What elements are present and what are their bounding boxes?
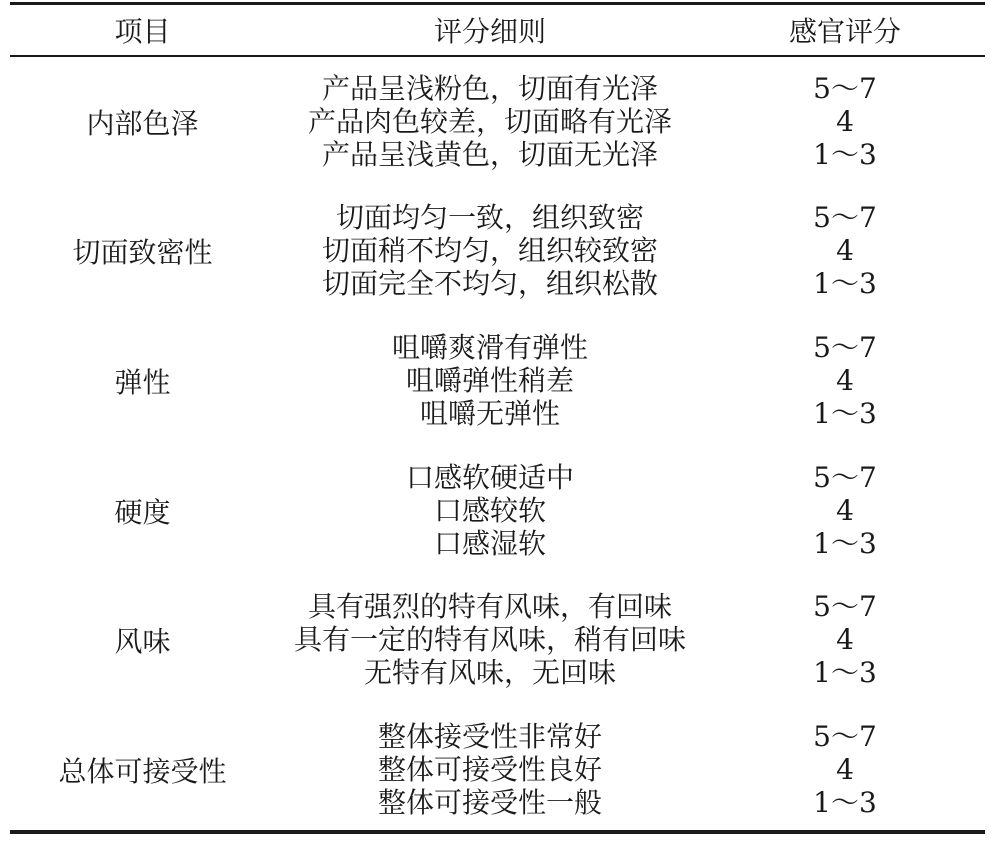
score-cell: 5～7	[813, 72, 877, 105]
table-row-group	[10, 201, 985, 300]
row-item-label: 硬度	[114, 495, 171, 529]
criteria-cell: 产品呈浅黄色，切面无光泽	[321, 138, 658, 171]
score-cell: 5～7	[813, 590, 877, 623]
criteria-cell: 整体可接受性一般	[377, 786, 602, 819]
criteria-cell: 切面均匀一致，组织致密	[335, 201, 644, 234]
row-item-label: 风味	[114, 624, 171, 658]
row-item-label: 总体可接受性	[58, 754, 227, 788]
criteria-cell: 具有强烈的特有风味，有回味	[307, 590, 672, 623]
score-cell: 1～3	[813, 138, 877, 171]
score-cell: 4	[836, 105, 854, 138]
criteria-cell: 产品肉色较差，切面略有光泽	[307, 105, 672, 138]
table-header-rule	[10, 55, 985, 57]
criteria-cell: 具有一定的特有风味，稍有回味	[293, 623, 686, 656]
sensory-evaluation-table	[10, 0, 985, 819]
criteria-cell: 整体接受性非常好	[377, 720, 602, 753]
score-cell: 1～3	[813, 656, 877, 689]
row-item-label: 弹性	[114, 365, 171, 399]
header-score: 感官评分	[788, 15, 901, 48]
score-cell: 1～3	[813, 527, 877, 560]
criteria-cell: 产品呈浅粉色，切面有光泽	[321, 72, 658, 105]
table-row-group	[10, 461, 985, 560]
score-cell: 1～3	[813, 786, 877, 819]
table-row-group	[10, 72, 985, 171]
score-cell: 5～7	[813, 461, 877, 494]
header-item: 项目	[114, 15, 171, 48]
header-criteria: 评分细则	[433, 15, 546, 48]
row-item-label: 内部色泽	[86, 106, 199, 140]
criteria-cell: 切面完全不均匀，组织松散	[321, 267, 658, 300]
criteria-cell: 口感较软	[433, 494, 546, 527]
criteria-cell: 咀嚼无弹性	[419, 397, 560, 430]
table-header-row	[10, 5, 985, 55]
score-cell: 4	[836, 623, 854, 656]
score-cell: 1～3	[813, 397, 877, 430]
score-cell: 5～7	[813, 331, 877, 364]
table-row-group	[10, 720, 985, 819]
score-cell: 4	[836, 753, 854, 786]
score-cell: 4	[836, 364, 854, 397]
criteria-cell: 口感湿软	[433, 527, 546, 560]
criteria-cell: 咀嚼弹性稍差	[405, 364, 574, 397]
table-row-group	[10, 590, 985, 689]
score-cell: 1～3	[813, 267, 877, 300]
criteria-cell: 切面稍不均匀，组织较致密	[321, 234, 658, 267]
score-cell: 5～7	[813, 720, 877, 753]
table-bottom-rule	[10, 830, 985, 834]
score-cell: 5～7	[813, 201, 877, 234]
row-item-label: 切面致密性	[72, 235, 213, 269]
criteria-cell: 无特有风味，无回味	[363, 656, 616, 689]
criteria-cell: 咀嚼爽滑有弹性	[391, 331, 588, 364]
criteria-cell: 整体可接受性良好	[377, 753, 602, 786]
criteria-cell: 口感软硬适中	[405, 461, 574, 494]
score-cell: 4	[836, 234, 854, 267]
score-cell: 4	[836, 494, 854, 527]
table-row-group	[10, 331, 985, 430]
